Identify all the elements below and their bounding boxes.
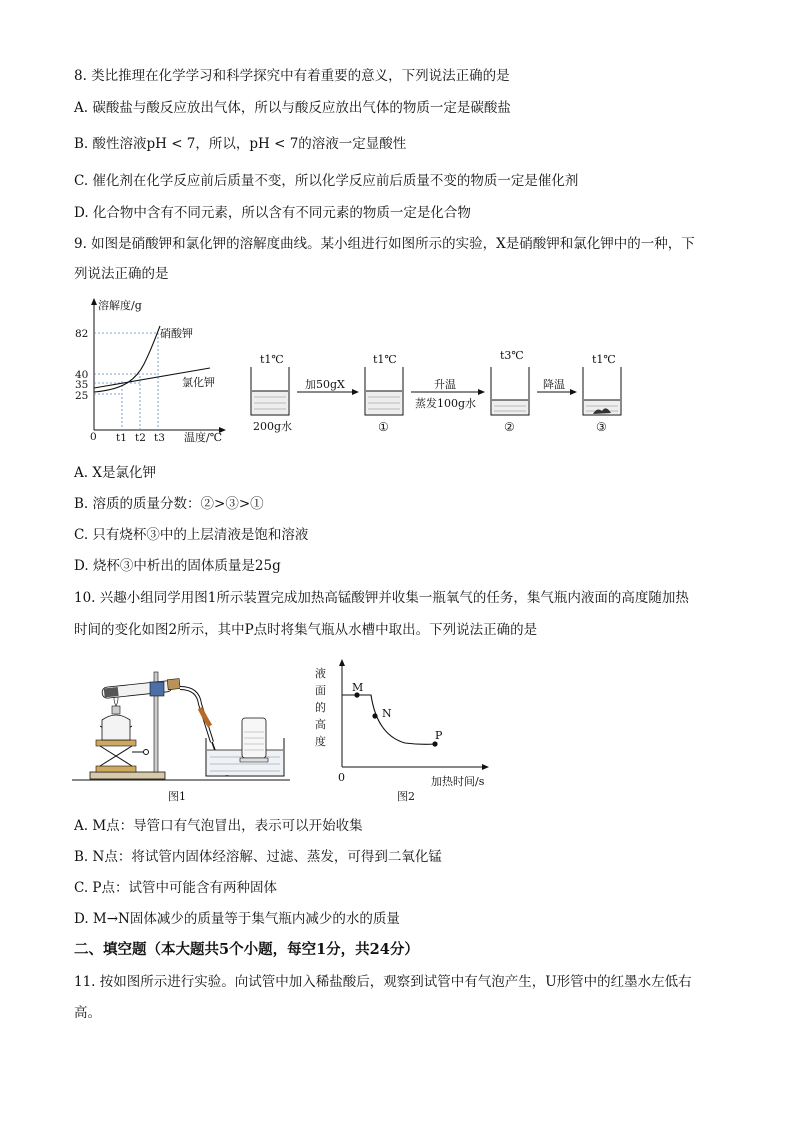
apparatus-figure (72, 660, 297, 805)
section-title: 二、填空题（本大题共5个小题，每空1分，共24分） (74, 941, 419, 958)
beaker2-temp: t3℃ (500, 349, 524, 362)
step3-label: 降温 (543, 378, 565, 391)
tick-40: 40 (75, 369, 89, 381)
label-n: N (382, 707, 392, 720)
ylabel-char-3: 的 (315, 701, 326, 714)
liquid-level-graph (305, 655, 505, 805)
graph2-origin: 0 (338, 771, 345, 784)
step2-label-a: 升温 (434, 378, 456, 391)
point-n (372, 713, 377, 718)
tick-35: 35 (75, 379, 89, 391)
q10-stem-line2: 时间的变化如图2所示，其中P点时将集气瓶从水槽中取出。下列说法正确的是 (74, 622, 538, 638)
fig1-caption: 图1 (168, 790, 186, 803)
q10-option-c: C. P点：试管中可能含有两种固体 (74, 880, 278, 896)
ylabel-char-5: 度 (315, 735, 326, 748)
graph-xlabel: 温度/℃ (184, 431, 223, 444)
graph-origin: 0 (90, 431, 97, 443)
q9-option-a: A. X是氯化钾 (74, 465, 156, 481)
fig2-caption: 图2 (397, 790, 415, 803)
beaker2-label: ② (504, 420, 515, 434)
label-m: M (352, 681, 364, 694)
q10-option-a: A. M点：导管口有气泡冒出，表示可以开始收集 (74, 818, 363, 834)
q9-stem-line2: 列说法正确的是 (74, 266, 169, 282)
tick-25: 25 (75, 390, 89, 402)
point-p (432, 741, 437, 746)
beaker1-temp: t1℃ (373, 353, 397, 366)
q11-line2: 高。 (74, 1005, 101, 1021)
beaker3-label: ③ (596, 420, 607, 434)
beaker0-temp: t1℃ (260, 353, 284, 366)
q10-stem-line1: 10. 兴趣小组同学用图1所示装置完成加热高锰酸钾并收集一瓶氧气的任务，集气瓶内液面的高度随加热 (74, 590, 689, 606)
q11-line1: 11. 按如图所示进行实验。向试管中加入稀盐酸后，观察到试管中有气泡产生，U形管中的红墨水左低右 (74, 974, 692, 990)
q10-option-b: B. N点：将试管内固体经溶解、过滤、蒸发，可得到二氧化锰 (74, 849, 442, 865)
beaker3-temp: t1℃ (592, 353, 616, 366)
q8-option-a: A. 碳酸盐与酸反应放出气体，所以与酸反应放出气体的物质一定是碳酸盐 (74, 100, 511, 116)
label-p: P (435, 729, 443, 742)
tick-t3: t3 (154, 432, 165, 444)
q9-stem-line1: 9. 如图是硝酸钾和氯化钾的溶解度曲线。某小组进行如图所示的实验，X是硝酸钾和氯化钾中的一种，下 (74, 236, 695, 252)
q10-option-d: D. M→N固体减少的质量等于集气瓶内减少的水的质量 (74, 911, 400, 927)
curve-kcl-label: 氯化钾 (182, 376, 215, 389)
ylabel-char-2: 面 (315, 684, 326, 697)
curve-kno3-label: 硝酸钾 (160, 327, 193, 340)
tick-82: 82 (75, 328, 89, 340)
q8-option-c: C. 催化剂在化学反应前后质量不变，所以化学反应前后质量不变的物质一定是催化剂 (74, 173, 579, 189)
q9-option-c: C. 只有烧杯③中的上层清液是饱和溶液 (74, 527, 309, 543)
ylabel-char-1: 液 (315, 667, 326, 680)
graph2-xlabel: 加热时间/s (431, 775, 485, 788)
tick-t1: t1 (116, 432, 127, 444)
q9-option-b: B. 溶质的质量分数：②>③>① (74, 496, 264, 512)
solubility-graph (72, 292, 242, 452)
q9-option-d: D. 烧杯③中析出的固体质量是25g (74, 558, 281, 574)
water-label: 200g水 (253, 420, 293, 433)
q8-option-d: D. 化合物中含有不同元素，所以含有不同元素的物质一定是化合物 (74, 205, 471, 221)
ylabel-char-4: 高 (315, 718, 326, 731)
step2-label-b: 蒸发100g水 (415, 397, 477, 410)
experiment-process (245, 345, 635, 440)
q8-stem: 8. 类比推理在化学学习和科学探究中有着重要的意义，下列说法正确的是 (74, 68, 510, 84)
tick-t2: t2 (135, 432, 146, 444)
graph-ylabel: 溶解度/g (98, 299, 142, 312)
beaker1-label: ① (378, 420, 389, 434)
step1-label: 加50gX (305, 378, 345, 391)
q8-option-b: B. 酸性溶液pH < 7，所以，pH < 7的溶液一定显酸性 (74, 136, 407, 152)
